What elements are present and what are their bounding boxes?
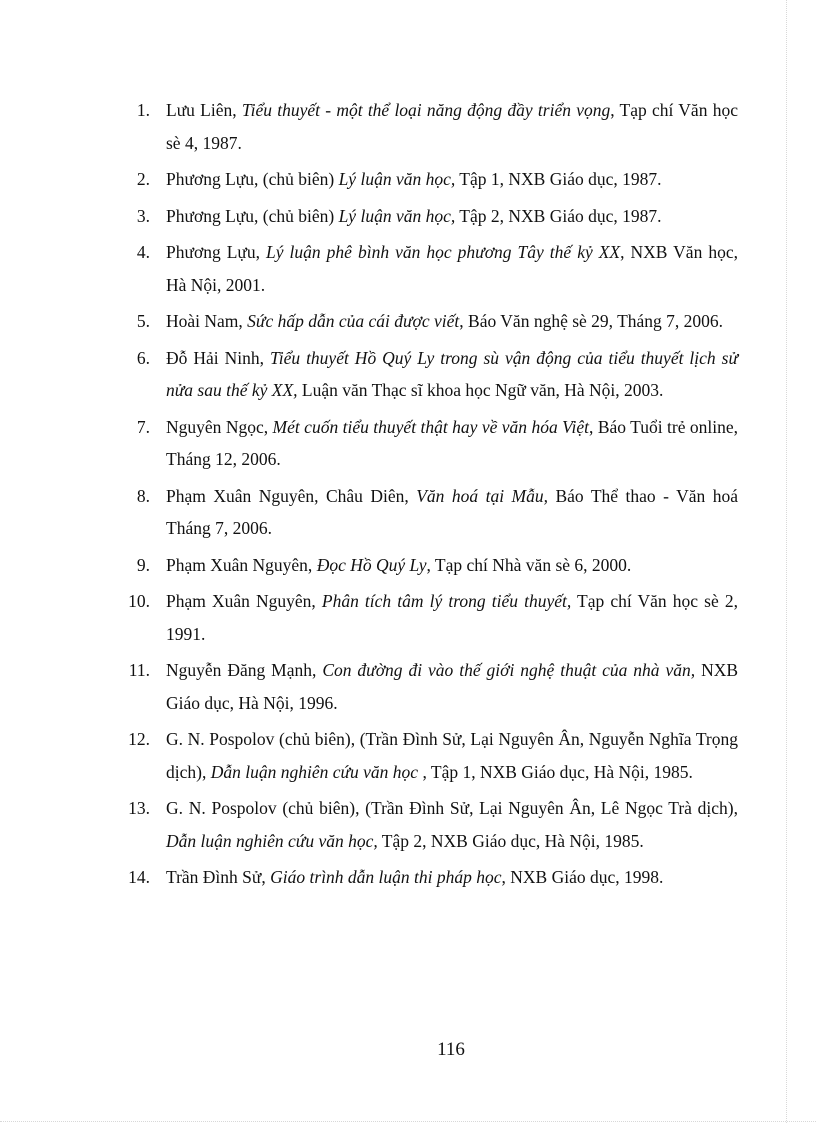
reference-title: Con đường đi vào thế giới nghệ thuật của nhà văn,: [322, 660, 696, 680]
reference-number: 3.: [136, 205, 150, 226]
reference-author: Hoài Nam,: [166, 311, 248, 331]
reference-author: Phạm Xuân Nguyên,: [166, 554, 317, 575]
reference-source: Báo Thể thao - Văn hoá Tháng 7, 2006.: [166, 485, 738, 538]
reference-source: , Tạp chí Nhà văn sè 6, 2000.: [426, 554, 632, 575]
reference-number: 11.: [128, 660, 150, 680]
reference-list: [0, 94, 816, 898]
reference-item: [0, 163, 738, 196]
reference-item: [0, 861, 738, 894]
reference-title: Lý luận phê bình văn học phương Tây thế kỷ XX: [266, 242, 621, 262]
reference-item: [0, 723, 738, 788]
reference-number: 6.: [136, 347, 150, 368]
reference-item: [0, 305, 738, 338]
reference-item: [0, 792, 738, 857]
reference-source: , Báo Văn nghệ sè 29, Tháng 7, 2006.: [459, 311, 724, 331]
reference-text: [166, 206, 661, 226]
reference-title: Tiểu thuyết Hồ Quý Ly trong sù vận động của tiểu thuyết lịch sử nửa sau thế kỷ XX,: [166, 347, 738, 400]
reference-source: Tập 2, NXB Giáo dục, Hà Nội, 1985.: [377, 830, 644, 851]
reference-text: [166, 591, 738, 644]
reference-author: Lưu Liên,: [166, 100, 242, 120]
reference-source: Tạp chí Văn học sè 2, 1991.: [166, 591, 738, 644]
page-number: 116: [437, 1039, 465, 1060]
reference-source: Luận văn Thạc sĩ khoa học Ngữ văn, Hà Nội, 2003.: [297, 380, 664, 400]
reference-source: , Tạp chí Văn học sè 4, 1987.: [166, 100, 738, 153]
reference-author: Trần Đình Sử,: [166, 867, 271, 887]
reference-number: 4.: [136, 242, 150, 262]
reference-number: 1.: [136, 100, 150, 120]
reference-text: [166, 242, 738, 295]
reference-item: [0, 200, 738, 233]
reference-item: [0, 411, 738, 476]
reference-author: Phương Lựu, (chủ biên): [166, 169, 339, 189]
reference-author: Phạm Xuân Nguyên, Châu Diên,: [166, 485, 417, 506]
reference-item: [0, 480, 738, 545]
reference-source: NXB Giáo dục, Hà Nội, 1996.: [166, 660, 739, 713]
reference-text: [166, 417, 738, 470]
reference-title: Tiểu thuyết - một thể loại năng động đầy triển vọng: [241, 100, 611, 120]
reference-number: 10.: [128, 591, 150, 611]
reference-author: G. N. Pospolov (chủ biên), (Trần Đình Sử, Lại Nguyên Ân, Nguyễn Nghĩa Trọng dịch),: [166, 729, 738, 782]
reference-item: [0, 585, 738, 650]
reference-author: Phương Lựu, (chủ biên): [166, 205, 339, 226]
reference-item: [0, 236, 738, 301]
reference-author: Nguyên Ngọc,: [166, 416, 273, 437]
reference-text: [166, 867, 663, 887]
reference-text: [166, 348, 738, 401]
reference-text: [166, 169, 661, 189]
reference-title: Dẫn luận nghiên cứu văn học: [210, 761, 419, 782]
reference-title: Phân tích tâm lý trong tiểu thuyết,: [321, 591, 572, 611]
reference-source: , Tập 1, NXB Giáo dục, Hà Nội, 1985.: [418, 761, 693, 782]
reference-number: 13.: [128, 798, 150, 818]
reference-text: [166, 798, 738, 851]
reference-number: 14.: [128, 867, 150, 887]
reference-text: [166, 729, 738, 782]
reference-text: [166, 660, 738, 713]
reference-item: [0, 654, 738, 719]
reference-number: 9.: [136, 554, 150, 575]
reference-text: [166, 486, 738, 539]
reference-number: 2.: [136, 169, 150, 189]
page-edge-bottom: [0, 1121, 816, 1122]
reference-title: Đọc Hồ Quý Ly: [316, 554, 427, 575]
reference-author: Phương Lựu,: [166, 242, 267, 262]
reference-title: Dẫn luận nghiên cứu văn học,: [166, 830, 378, 851]
reference-title: Sức hấp dẫn của cái được viết: [247, 311, 460, 331]
reference-source: , NXB Văn học, Hà Nội, 2001.: [166, 242, 738, 295]
reference-author: Phạm Xuân Nguyên,: [166, 591, 322, 611]
reference-text: [166, 311, 723, 331]
reference-number: 7.: [136, 416, 150, 437]
reference-number: 12.: [128, 729, 150, 749]
reference-source: Tập 1, NXB Giáo dục, 1987.: [455, 169, 662, 189]
reference-title: Giáo trình dẫn luận thi pháp học: [270, 867, 502, 887]
reference-item: [0, 549, 738, 582]
reference-item: [0, 94, 738, 159]
reference-title: Văn hoá tại Mẫu,: [416, 485, 549, 506]
reference-author: Nguyễn Đăng Mạnh,: [166, 660, 323, 680]
reference-number: 5.: [136, 311, 150, 331]
reference-source: , Báo Tuổi trẻ online, Tháng 12, 2006.: [166, 416, 739, 469]
reference-source: Tập 2, NXB Giáo dục, 1987.: [455, 205, 662, 226]
reference-number: 8.: [136, 485, 150, 506]
reference-item: [0, 342, 738, 407]
reference-title: Mét cuốn tiểu thuyết thật hay về văn hóa Việt: [272, 416, 590, 437]
reference-text: [166, 555, 631, 575]
reference-source: , NXB Giáo dục, 1998.: [501, 867, 664, 887]
reference-title: Lý luận văn học,: [338, 205, 456, 226]
reference-author: G. N. Pospolov (chủ biên), (Trần Đình Sử, Lại Nguyên Ân, Lê Ngọc Trà dịch),: [166, 798, 738, 818]
reference-text: [166, 100, 738, 153]
reference-author: Đỗ Hải Ninh,: [166, 347, 270, 368]
reference-title: Lý luận văn học,: [338, 169, 456, 189]
